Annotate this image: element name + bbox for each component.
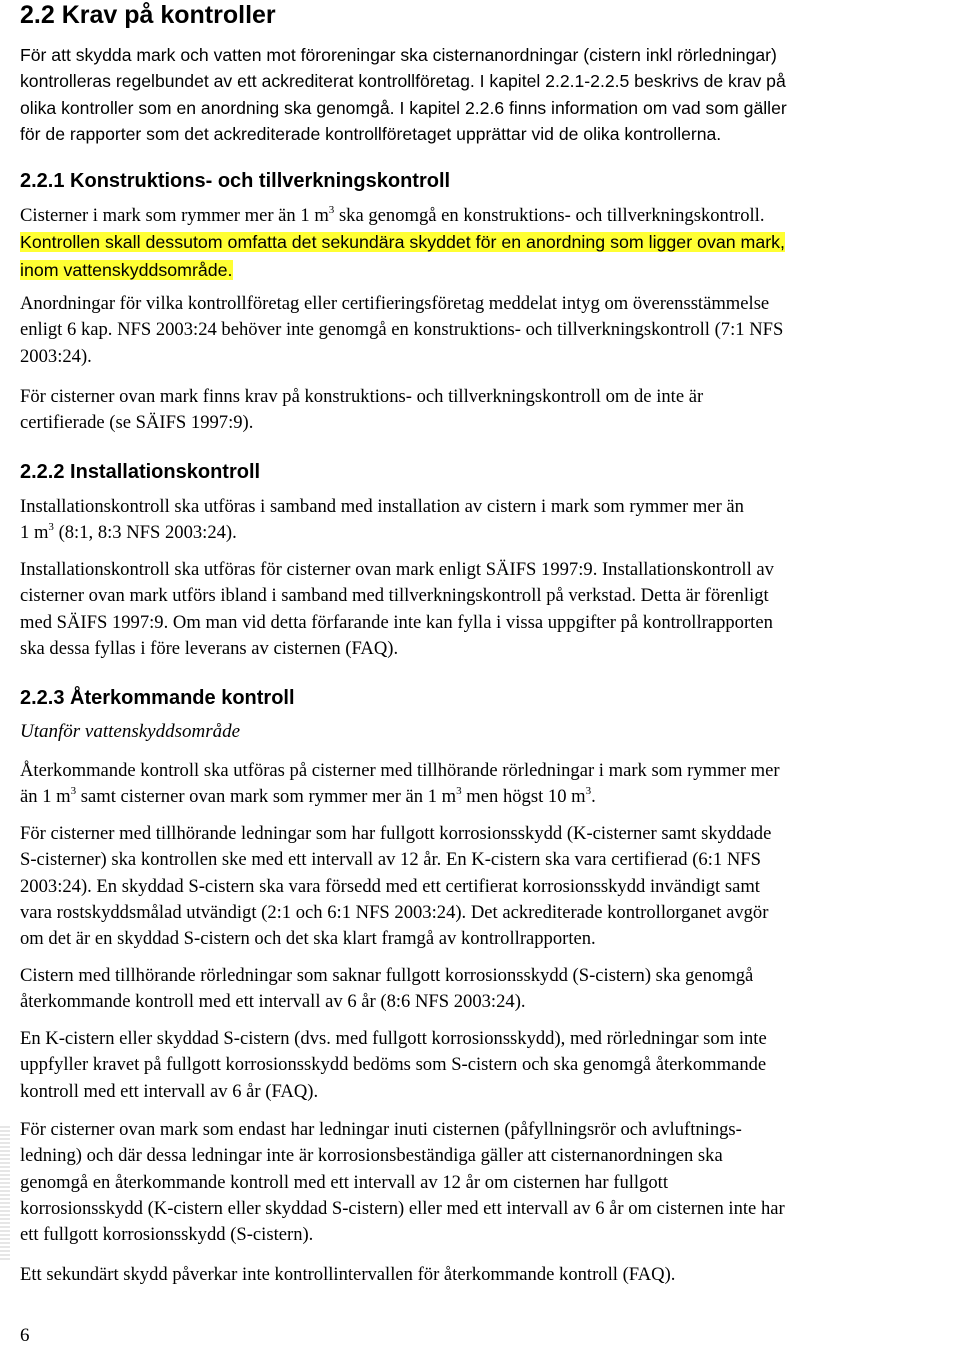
- text-line: Återkommande kontroll ska utföras på cisterner med tillhörande rörledningar i mark som rymmer mer: [20, 760, 780, 781]
- text-line: olika kontroller som en anordning ska genomgå. I kapitel 2.2.6 finns information om vad som gäller: [20, 97, 787, 118]
- text-line: [20, 229, 955, 256]
- paragraph-2-2-2-b: [20, 557, 955, 662]
- heading-2-2-1: 2.2.1 Konstruktions- och tillverkningskontroll: [20, 170, 451, 192]
- paragraph-2-2-3-b: [20, 821, 955, 952]
- text-line: Cistern med tillhörande rörledningar som saknar fullgott korrosionsskydd (S-cistern) ska genomgå: [20, 965, 754, 986]
- text-line: certifierade (se SÄIFS 1997:9).: [20, 412, 254, 434]
- paragraph-2-2-3-c: [20, 963, 955, 1016]
- text-line: kontrolleras regelbundet av ett ackrediterat kontrollföretag. I kapitel 2.2.1-2.2.5 beskrivs de krav på: [20, 71, 786, 92]
- subheading-utanfor: [20, 719, 955, 745]
- paragraph-2-2-1-b: [20, 291, 955, 370]
- paragraph-2-2-3-f: [20, 1262, 955, 1288]
- text-line: Ett sekundärt skydd påverkar inte kontrollintervallen för återkommande kontroll (FAQ).: [20, 1264, 676, 1285]
- page-number: 6: [20, 1325, 30, 1346]
- text-line: Cisterner i mark som rymmer mer än 1 $m^3$ ska genomgå en konstruktions- och tillverkningskontroll.: [20, 204, 765, 226]
- text-line: För att skydda mark och vatten mot föroreningar ska cisternanordningar (cistern inkl rörledningar): [20, 45, 777, 65]
- text-line: För cisterner ovan mark som endast har ledningar inuti cisternen (påfyllningsrör och avluftnings-: [20, 1119, 742, 1140]
- text-line: S-cisterner) ska kontrollen ske med ett intervall av 12 år. En K-cistern ska vara certifierad (6:1 NFS: [20, 849, 761, 871]
- text-line: Installationskontroll ska utföras för cisterner ovan mark enligt SÄIFS 1997:9. Installationskontroll av: [20, 559, 774, 580]
- paragraph-2-2-3-d: [20, 1026, 955, 1105]
- paragraph-2-2-1-a: [20, 203, 955, 284]
- text-line: för de rapporter som det ackrediterade kontrollföretaget upprättar vid de olika kontrollerna.: [20, 123, 722, 144]
- text-line: om det är en skyddad S-cistern och det ska klart framgå av kontrollrapporten.: [20, 928, 596, 950]
- text-line: ett fullgott korrosionsskydd (S-cistern).: [20, 1224, 314, 1246]
- highlighted-text: inom vattenskyddsområde.: [20, 259, 233, 280]
- text-line: uppfyller kravet på fullgott korrosionsskydd bedöms som S-cistern och ska genomgå återkommande: [20, 1054, 767, 1076]
- intro-paragraph: [20, 42, 955, 147]
- text-line: Anordningar för vilka kontrollföretag eller certifieringsföretag meddelat intyg om överensstämmelse: [20, 293, 770, 314]
- paragraph-2-2-2-a: [20, 494, 955, 547]
- paragraph-2-2-3-a: [20, 758, 955, 811]
- highlighted-text: Kontrollen skall dessutom omfatta det sekundära skyddet för en anordning som ligger ovan mark,: [20, 232, 786, 253]
- margin-scan-mark: [0, 1125, 10, 1260]
- text-line: ledning) och där dessa ledningar inte är korrosionsbeständiga gäller att cisternanordningen ska: [20, 1145, 723, 1167]
- text-line: För cisterner med tillhörande ledningar som har fullgott korrosionsskydd (K-cisterner samt skyddade: [20, 823, 772, 844]
- text-line: En K-cistern eller skyddad S-cistern (dvs. med fullgott korrosionsskydd), med rörledningar som inte: [20, 1028, 767, 1049]
- text-line: ska dessa fyllas i före leverans av cisternen (FAQ).: [20, 637, 399, 659]
- text-line: För cisterner ovan mark finns krav på konstruktions- och tillverkningskontroll om de inte är: [20, 386, 704, 407]
- text-line: [20, 257, 955, 284]
- heading-2-2-3: 2.2.3 Återkommande kontroll: [20, 687, 295, 709]
- heading-2-2-2: 2.2.2 Installationskontroll: [20, 461, 261, 483]
- text-line: cisterner ovan mark utförs ibland i samband med tillverkningskontroll på verkstad. Detta är förenligt: [20, 585, 769, 607]
- text-line: enligt 6 kap. NFS 2003:24 behöver inte genomgå en konstruktions- och tillverkningskontroll (7:1 NFS: [20, 319, 784, 341]
- text-line: kontroll med ett intervall av 6 år (FAQ).: [20, 1080, 319, 1102]
- text-line: med SÄIFS 1997:9. Om man vid detta förfarande inte kan fylla i vissa uppgifter på kontrollrapporten: [20, 611, 773, 633]
- text-line: 2003:24).: [20, 345, 92, 367]
- text-line: korrosionsskydd (K-cistern eller skyddad S-cistern) eller med ett intervall av 6 år om cisternen inte har: [20, 1197, 785, 1219]
- text-line: Installationskontroll ska utföras i samband med installation av cistern i mark som rymmer mer än: [20, 496, 744, 517]
- text-line: 1 $m^3$ (8:1, 8:3 NFS 2003:24).: [20, 521, 237, 544]
- text-line: vara rostskyddsmålad utvändigt (2:1 och 6:1 NFS 2003:24). Det ackrediterade kontrollorganet avgör: [20, 901, 769, 923]
- subheading-text: Utanför vattenskyddsområde: [20, 721, 241, 742]
- text-line: genomgå en återkommande kontroll med ett intervall av 12 år om cisternen har fullgott: [20, 1171, 668, 1193]
- paragraph-2-2-3-e: [20, 1117, 955, 1248]
- paragraph-2-2-1-c: [20, 384, 955, 437]
- text-line: än 1 $m^3$ samt cisterner ovan mark som rymmer mer än 1 $m^3$ men högst 10 $m^3$.: [20, 785, 596, 808]
- text-line: 2003:24). En skyddad S-cistern ska vara försedd med ett certifierat korrosionsskydd invändigt samt: [20, 875, 760, 897]
- text-line: återkommande kontroll med ett intervall av 6 år (8:6 NFS 2003:24).: [20, 991, 526, 1013]
- section-title: 2.2 Krav på kontroller: [20, 1, 276, 29]
